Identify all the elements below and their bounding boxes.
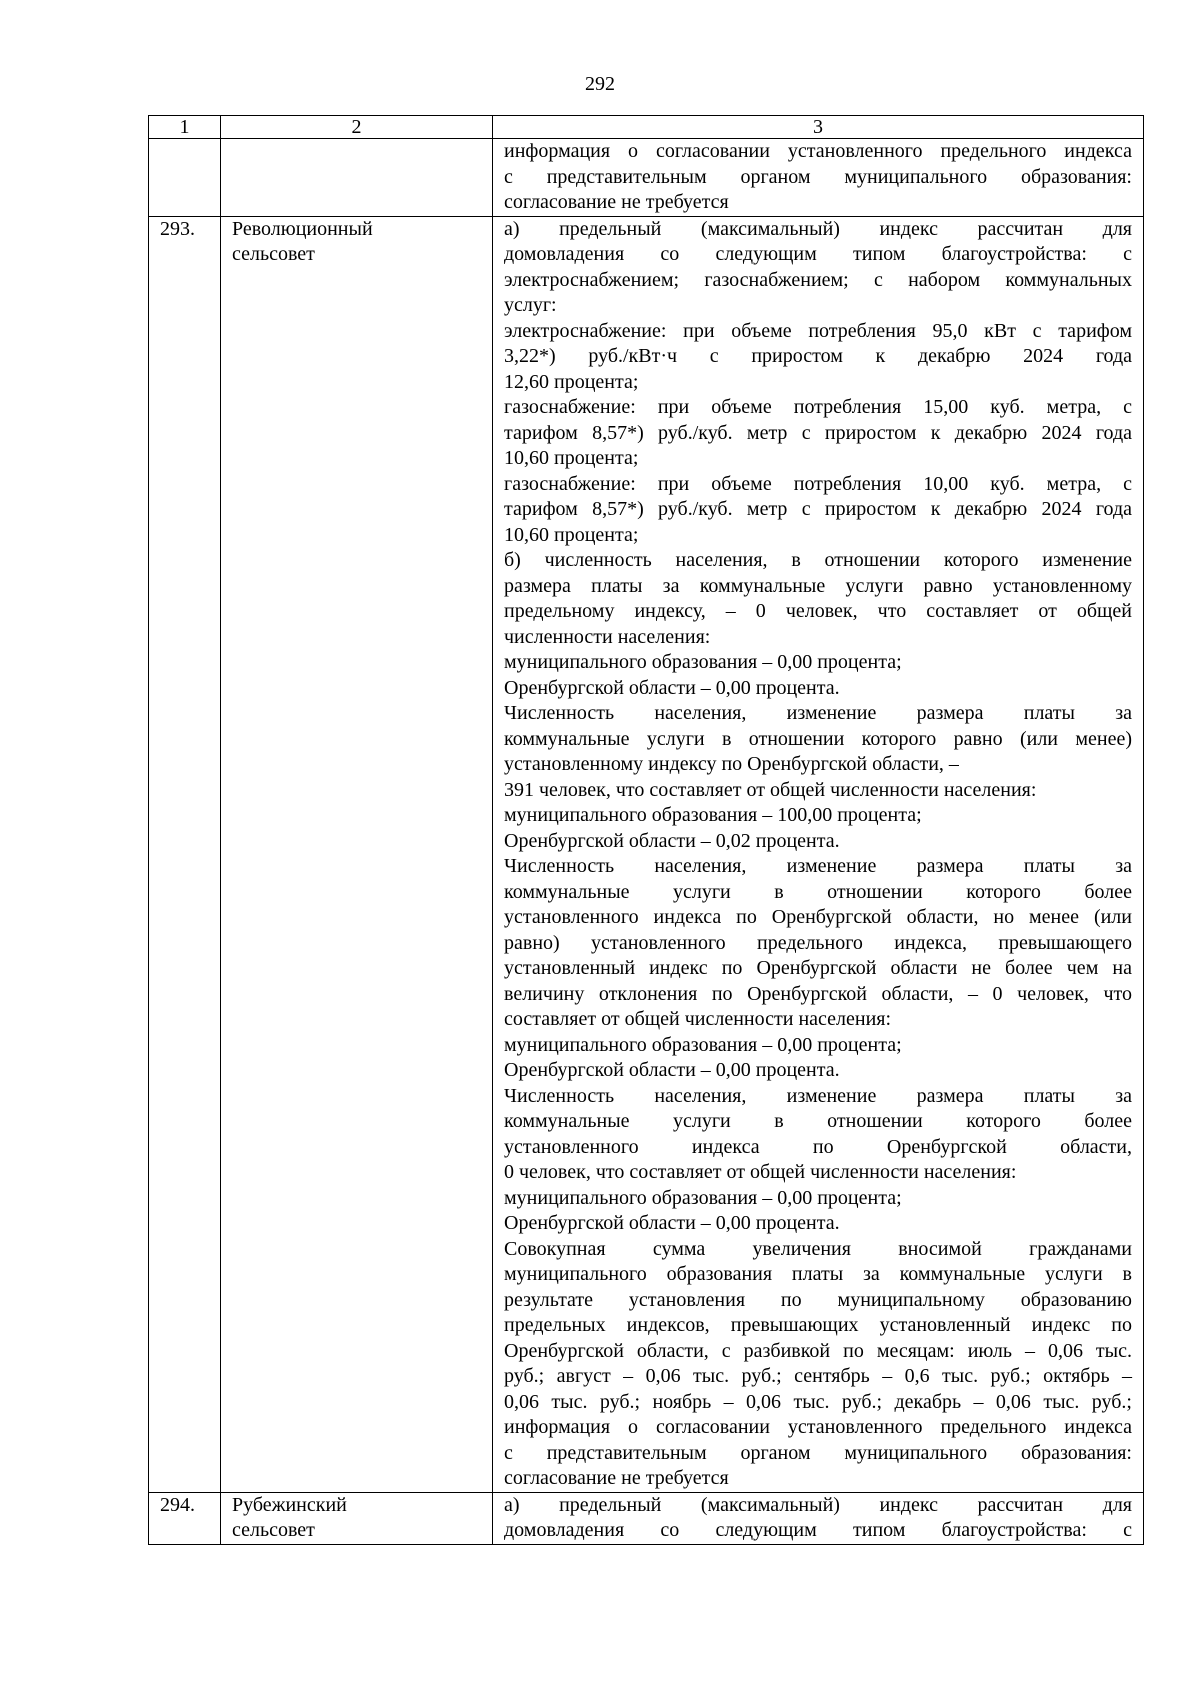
text-line: численности населения: bbox=[504, 625, 711, 648]
text-line: муниципального образования платы за коммунальные услуги в bbox=[504, 1263, 1132, 1285]
text-line: Оренбургской области – 0,00 процента. bbox=[504, 1059, 840, 1081]
text-line: размера платы за коммунальные услуги равно установленному bbox=[504, 574, 1132, 597]
text-line: информация о согласовании установленного предельного индекса bbox=[504, 1416, 1132, 1438]
page-number: 292 bbox=[585, 73, 615, 95]
text-line: предельному индексу, – 0 человек, что составляет от общей bbox=[504, 600, 1132, 622]
column-header-1: 1 bbox=[149, 116, 221, 139]
text-line: Совокупная сумма увеличения вносимой гражданами bbox=[504, 1237, 1132, 1260]
text-line: тарифом 8,57*) руб./куб. метр с приростом к декабрю 2024 года bbox=[504, 498, 1132, 520]
column-header-2: 2 bbox=[221, 116, 493, 139]
text-line: установленного индекса по Оренбургской области, bbox=[504, 1135, 1132, 1158]
text-line: установленного индекса по Оренбургской области, но менее (или bbox=[504, 906, 1132, 928]
municipality-name-line: сельсовет bbox=[232, 1519, 315, 1541]
text-line: с представительным органом муниципального образования: bbox=[504, 165, 1132, 188]
text-line: домовладения со следующим типом благоустройства: с bbox=[504, 1519, 1132, 1541]
text-line: тарифом 8,57*) руб./куб. метр с приростом к декабрю 2024 года bbox=[504, 421, 1132, 444]
text-line: результате установления по муниципальному образованию bbox=[504, 1288, 1132, 1311]
text-line: услуг: bbox=[504, 294, 557, 316]
text-line: коммунальные услуги в отношении которого более bbox=[504, 880, 1132, 903]
text-line: муниципального образования – 100,00 процента; bbox=[504, 804, 922, 826]
text-line: составляет от общей численности населения: bbox=[504, 1008, 892, 1030]
text-line: муниципального образования – 0,00 процента; bbox=[504, 1033, 902, 1056]
text-line: электроснабжением; газоснабжением; с набором коммунальных bbox=[504, 268, 1132, 291]
text-line: информация о согласовании установленного предельного индекса bbox=[504, 140, 1132, 162]
text-line: согласование не требуется bbox=[504, 1467, 729, 1489]
text-line: а) предельный (максимальный) индекс рассчитан для bbox=[504, 1493, 1132, 1516]
municipality-name-line: сельсовет bbox=[232, 243, 315, 265]
text-line: 10,60 процента; bbox=[504, 447, 639, 469]
table-row bbox=[149, 139, 1144, 217]
text-line: газоснабжение: при объеме потребления 15,00 куб. метра, с bbox=[504, 396, 1132, 418]
text-line: Численность населения, изменение размера платы за bbox=[504, 702, 1132, 724]
municipality-name bbox=[221, 139, 493, 217]
text-line: 3,22*) руб./кВт·ч с приростом к декабрю 2024 года bbox=[504, 345, 1132, 367]
table-row bbox=[149, 216, 1144, 1492]
index-description bbox=[493, 139, 1144, 217]
row-number: 294. bbox=[149, 1492, 221, 1544]
text-line: с представительным органом муниципального образования: bbox=[504, 1441, 1132, 1464]
text-line: Численность населения, изменение размера платы за bbox=[504, 1084, 1132, 1107]
municipality-name-line: Революционный bbox=[232, 217, 373, 240]
text-line: руб.; август – 0,06 тыс. руб.; сентябрь – 0,6 тыс. руб.; октябрь – bbox=[504, 1365, 1132, 1387]
municipality-name bbox=[221, 216, 493, 1492]
text-line: 391 человек, что составляет от общей численности населения: bbox=[504, 778, 1037, 801]
data-table bbox=[148, 115, 1144, 1545]
text-line: равно) установленного предельного индекса, превышающего bbox=[504, 931, 1132, 954]
text-line: коммунальные услуги в отношении которого равно (или менее) bbox=[504, 727, 1132, 750]
text-line: 12,60 процента; bbox=[504, 370, 639, 393]
text-line: газоснабжение: при объеме потребления 10,00 куб. метра, с bbox=[504, 472, 1132, 495]
column-header-3: 3 bbox=[493, 116, 1144, 139]
text-line: 0 человек, что составляет от общей численности населения: bbox=[504, 1161, 1017, 1183]
text-line: установленный индекс по Оренбургской области не более чем на bbox=[504, 957, 1132, 979]
text-line: а) предельный (максимальный) индекс рассчитан для bbox=[504, 217, 1132, 240]
text-line: Оренбургской области – 0,00 процента. bbox=[504, 1212, 840, 1234]
table-header-row bbox=[149, 116, 1144, 139]
municipality-name-line: Рубежинский bbox=[232, 1493, 347, 1516]
text-line: согласование не требуется bbox=[504, 191, 729, 213]
text-line: Оренбургской области – 0,00 процента. bbox=[504, 676, 840, 699]
index-description bbox=[493, 216, 1144, 1492]
text-line: электроснабжение: при объеме потребления 95,0 кВт с тарифом bbox=[504, 319, 1132, 342]
row-number: 293. bbox=[149, 216, 221, 1492]
row-number bbox=[149, 139, 221, 217]
text-line: б) численность населения, в отношении которого изменение bbox=[504, 549, 1132, 571]
text-line: Оренбургской области – 0,02 процента. bbox=[504, 829, 840, 852]
text-line: домовладения со следующим типом благоустройства: с bbox=[504, 243, 1132, 265]
text-line: Численность населения, изменение размера платы за bbox=[504, 855, 1132, 877]
table-body bbox=[149, 139, 1144, 1545]
text-line: величину отклонения по Оренбургской области, – 0 человек, что bbox=[504, 982, 1132, 1005]
text-line: Оренбургской области, с разбивкой по месяцам: июль – 0,06 тыс. bbox=[504, 1339, 1132, 1362]
text-line: муниципального образования – 0,00 процента; bbox=[504, 651, 902, 673]
table-row bbox=[149, 1492, 1144, 1544]
text-line: 0,06 тыс. руб.; ноябрь – 0,06 тыс. руб.; декабрь – 0,06 тыс. руб.; bbox=[504, 1390, 1132, 1413]
text-line: муниципального образования – 0,00 процента; bbox=[504, 1186, 902, 1209]
text-line: установленному индексу по Оренбургской области, – bbox=[504, 753, 959, 775]
text-line: коммунальные услуги в отношении которого более bbox=[504, 1110, 1132, 1132]
index-description bbox=[493, 1492, 1144, 1544]
text-line: 10,60 процента; bbox=[504, 523, 639, 546]
text-line: предельных индексов, превышающих установленный индекс по bbox=[504, 1314, 1132, 1336]
municipality-name bbox=[221, 1492, 493, 1544]
